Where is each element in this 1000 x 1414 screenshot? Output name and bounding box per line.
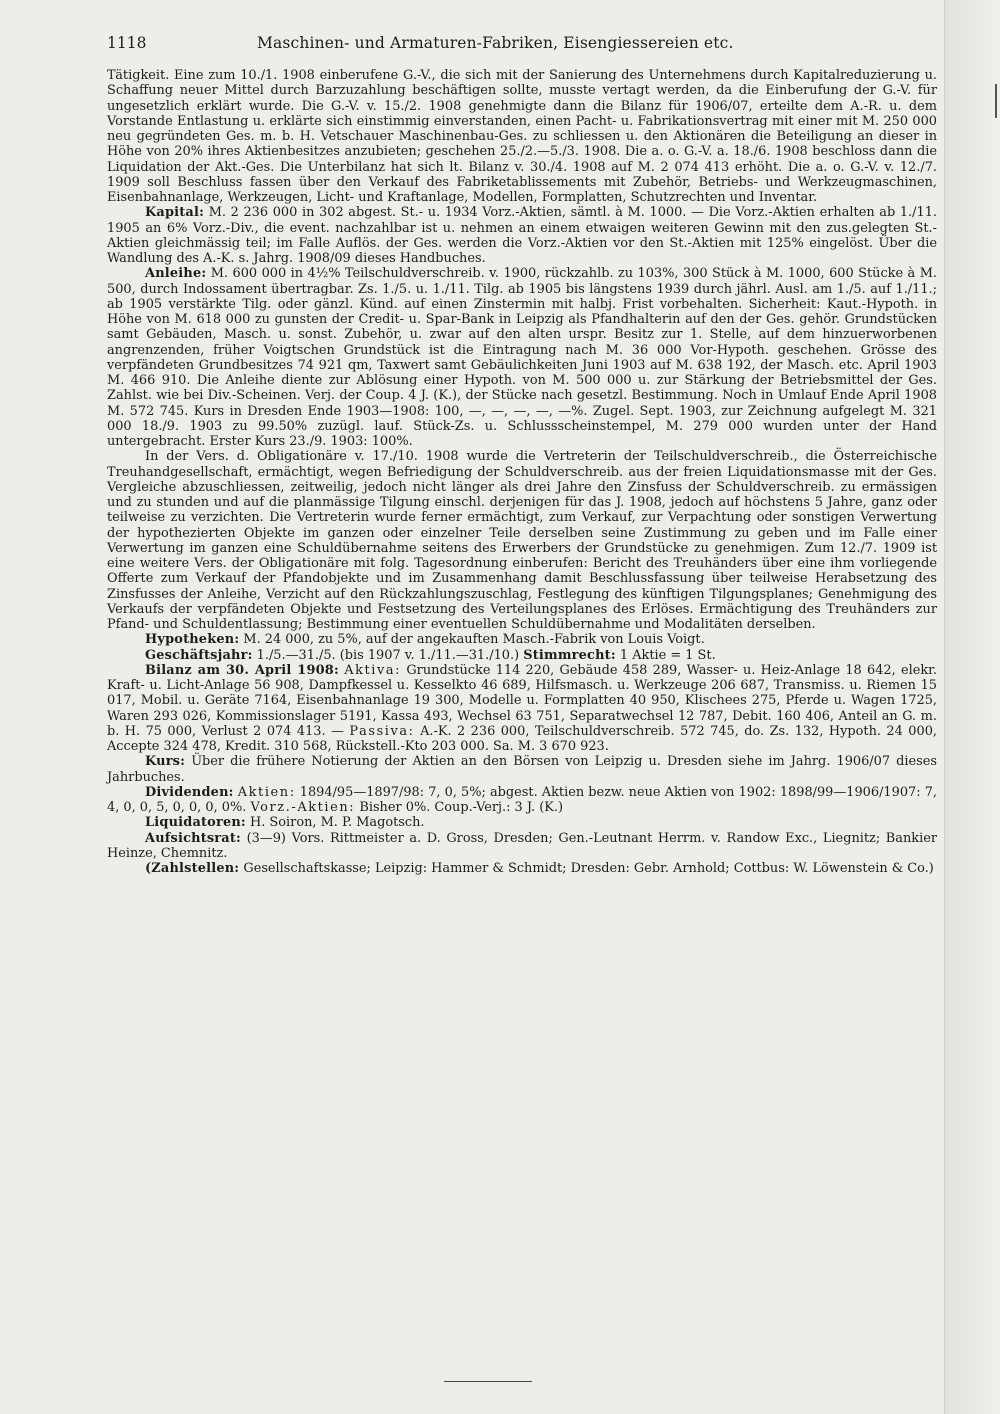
page-number: 1118 <box>107 34 147 52</box>
section-aufsichtsrat <box>107 831 937 862</box>
section-anleihe <box>107 266 937 449</box>
section-zahlstellen <box>107 861 937 876</box>
section-geschaeftsjahr <box>107 648 937 663</box>
label-kapital: Kapital: <box>145 205 205 221</box>
label-anleihe: Anleihe: <box>145 266 207 282</box>
label-stimmrecht: Stimmrecht: <box>523 647 616 663</box>
page-title: Maschinen- und Armaturen-Fabriken, Eisengiessereien etc. <box>257 34 734 52</box>
label-dividenden: Dividenden: <box>145 784 234 800</box>
text-div-vorz: Bisher 0%. Coup.-Verj.: 3 J. (K.) <box>359 800 563 815</box>
paragraph-obligationaere: In der Vers. d. Obligationäre v. 17./10. 1908 wurde die Vertreterin der Teilschuldverschreib., die Österreichische Treuhandgesellschaft, ermächtigt, wegen Befriedigung der Schuldverschreib. aus der freien Liquidationsmasse mit der Ges. Vergleiche abzuschliessen, zeitweilig, jedoch nicht länger als drei Jahre den Zinsfuss der Schuldverschreib. zu ermässigen und zu stunden und auf die planmässige Tilgung einschl. derjenigen für das J. 1908, jedoch auf höchstens 5 Jahre, ganz oder teilweise zu verzichten. Die Vertreterin wurde ferner ermächtigt, zum Verkauf, zur Verpachtung oder sonstigen Verwertung der hypothezierten Objekte im ganzen oder einzelner Teile derselben seine Zustimmung zu geben und im Falle einer Verwertung im ganzen eine Schuldübernahme seitens des Erwerbers der Grundstücke zu genehmigen. Zum 12./7. 1909 ist eine weitere Vers. der Obligationäre mit folg. Tagesordnung einberufen: Bericht des Treuhänders über eine ihm vorliegende Offerte zum Verkauf der Pfandobjekte und im Zusammenhang damit Beschlussfassung über teilweise Herabsetzung des Zinsfusses der Anleihe, Verzicht auf den Rückzahlungszuschlag, Festlegung des künftigen Tilgungsplanes; Genehmigung des Verkaufs der verpfändeten Objekte und Festsetzung des Verteilungsplanes des Erlöses. Ermächtigung des Treuhänders zur Pfand- und Schuldentlassung; Bestimmung einer eventuellen Schuldübernahme und Modalitäten derselben. <box>107 449 937 632</box>
paragraph-liquidation-history: Tätigkeit. Eine zum 10./1. 1908 einberufene G.-V., die sich mit der Sanierung des Unternehmens durch Kapitalreduzierung u. Schaffung neuer Mittel durch Barzuzahlung beschäftigen sollte, musste vertagt werden, da die Einberufung der G.-V. für ungesetzlich erklärt wurde. Die G.-V. v. 15./2. 1908 genehmigte dann die Bilanz für 1906/07, erteilte dem A.-R. u. dem Vorstande Entlastung u. erklärte sich einstimmig einverstanden, einen Pacht- u. Fabrikationsvertrag mit einer mit M. 250 000 neu gegründeten Ges. m. b. H. Vetschauer Maschinenbau-Ges. zu schliessen u. den Aktionären die Beteiligung an dieser in Höhe von 20% ihres Aktienbesitzes anzubieten; geschehen 25./2.—5./3. 1908. Die a. o. G.-V. a. 18./6. 1908 beschloss dann die Liquidation der Akt.-Ges. Die Unterbilanz hat sich lt. Bilanz v. 30./4. 1908 auf M. 2 074 413 erhöht. Die a. o. G.-V. v. 12./7. 1909 soll Beschluss fassen über den Verkauf des Fabriketablissements mit Zubehör, Betriebs- und Werkzeugmaschinen, Eisenbahnanlage, Werkzeugen, Licht- und Kraftanlage, Modellen, Formplatten, Schutzrechten und Inventar. <box>107 68 937 205</box>
label-hypotheken: Hypotheken: <box>145 632 240 648</box>
label-bilanz: Bilanz am 30. April 1908: <box>145 662 339 678</box>
label-liquidatoren: Liquidatoren: <box>145 815 246 831</box>
section-kurs <box>107 754 937 785</box>
page-body <box>107 68 937 876</box>
label-passiva: Passiva: <box>349 723 415 739</box>
text-kurs: Über die frühere Notierung der Aktien an den Börsen von Leipzig u. Dresden siehe im Jahrg. 1906/07 dieses Jahrbuches. <box>107 754 937 785</box>
section-bilanz <box>107 663 937 755</box>
text-geschaeftsjahr: 1./5.—31./5. (bis 1907 v. 1./11.—31./10.) <box>256 647 520 663</box>
label-div-vorz: Vorz.-Aktien: <box>250 800 356 815</box>
section-kapital <box>107 205 937 266</box>
running-head <box>107 34 897 56</box>
text-bilanz-aktiva: Grundstücke 114 220, Gebäude 458 289, Wasser- u. Heiz-Anlage 18 642, elekr. Kraft- u. Licht-Anlage 56 908, Dampfkessel u. Kesselkto 46 689, Hilfsmasch. u. Werkzeuge 206 687, Transmiss. u. Riemen 15 017, Mobil. u. Geräte 7164, Eisenbahnanlage 19 300, Modelle u. Formplatten 40 950, Klischees 275, Pferde u. Wagen 1725, Waren 293 026, Kommissionslager 5191, Kassa 493, Wechsel 63 751, Separatwechsel 12 787, Debit. 160 406, Anteil an G. m. b. H. 75 000, Verlust 2 074 413. — <box>107 662 937 739</box>
label-kurs: Kurs: <box>145 754 186 770</box>
end-rule <box>444 1381 532 1382</box>
text-stimmrecht: 1 Aktie = 1 St. <box>619 647 716 663</box>
edge-bracket-mark <box>995 84 997 118</box>
label-aufsichtsrat: Aufsichtsrat: <box>145 830 241 846</box>
text-zahlstellen: Gesellschaftskasse; Leipzig: Hammer & Schmidt; Dresden: Gebr. Arnhold; Cottbus: W. Löwenstein & Co.) <box>243 861 934 876</box>
label-div-aktien: Aktien: <box>237 784 296 800</box>
text-div-aktien: 1894/95—1897/98: 7, 0, 5%; abgest. Aktien bezw. neue Aktien von 1902: 1898/99—1906/1907: 7, 4, 0, 0, 5, 0, 0, 0, 0%. <box>107 784 937 815</box>
text-liquidatoren: H. Soiron, M. P. Magotsch. <box>250 815 425 831</box>
section-hypotheken <box>107 632 937 647</box>
text-hypotheken: M. 24 000, zu 5%, auf der angekauften Masch.-Fabrik von Louis Voigt. <box>243 632 705 648</box>
section-liquidatoren <box>107 815 937 830</box>
label-zahlstellen: (Zahlstellen: <box>145 861 240 876</box>
label-aktiva: Aktiva: <box>344 662 402 678</box>
label-geschaeftsjahr: Geschäftsjahr: <box>145 647 253 663</box>
text-anleihe: M. 600 000 in 4½% Teilschuldverschreib. v. 1900, rückzahlb. zu 103%, 300 Stück à M. 1000, 600 Stücke à M. 500, durch Indossament übertragbar. Zs. 1./5. u. 1./11. Tilg. ab 1905 bis längstens 1939 durch jährl. Ausl. am 1./5. auf 1./11.; ab 1905 verstärkte Tilg. oder gänzl. Künd. auf einen Zinstermin mit halbj. Frist vorbehalten. Sicherheit: Kaut.-Hypoth. in Höhe von M. 618 000 zu gunsten der Credit- u. Spar-Bank in Leipzig als Pfandhalterin auf den der Ges. gehör. Grundstücken samt Gebäuden, Masch. u. sonst. Zubehör, u. zwar auf den alten urspr. Besitz zur 1. Stelle, auf dem hinzuerworbenen angrenzenden, früher Voigtschen Grundstück ist die Eintragung nach M. 36 000 Vor-Hypoth. geschehen. Grösse des verpfändeten Grundbesitzes 74 921 qm, Taxwert samt Gebäulichkeiten Juni 1903 auf M. 638 192, der Masch. etc. April 1903 M. 466 910. Die Anleihe diente zur Ablösung einer Hypoth. von M. 500 000 u. zur Stärkung der Betriebsmittel der Ges. Zahlst. wie bei Div.-Scheinen. Verj. der Coup. 4 J. (K.), der Stücke nach gesetzl. Bestimmung. Noch in Umlauf Ende April 1908 M. 572 745. Kurs in Dresden Ende 1903—1908: 100, —, —, —, —, —%. Zugel. Sept. 1903, zur Zeichnung aufgelegt M. 321 000 18./9. 1903 zu 99.50% zuzügl. lauf. Stück-Zs. u. Schlussscheinstempel, M. 279 000 wurden unter der Hand untergebracht. Erster Kurs 23./9. 1903: 100%. <box>107 266 937 449</box>
text-kapital: M. 2 236 000 in 302 abgest. St.- u. 1934 Vorz.-Aktien, sämtl. à M. 1000. — Die Vorz.-Aktien erhalten ab 1./11. 1905 an 6% Vorz.-Div., die event. nachzahlbar ist u. nehmen an einem etwaigen weiteren Gewinn mit den zus.gelegten St.-Aktien gleichmässig teil; im Falle Auflös. der Ges. werden die Vorz.-Aktien vor den St.-Aktien mit 125% eingelöst. Über die Wandlung des A.-K. s. Jahrg. 1908/09 dieses Handbuches. <box>107 205 937 266</box>
section-dividenden <box>107 785 937 816</box>
facing-page-edge <box>944 0 1000 1414</box>
text-aufsichtsrat: (3—9) Vors. Rittmeister a. D. Gross, Dresden; Gen.-Leutnant Herrm. v. Randow Exc., Liegnitz; Bankier Heinze, Chemnitz. <box>107 830 937 861</box>
text-bilanz-passiva: A.-K. 2 236 000, Teilschuldverschreib. 572 745, do. Zs. 132, Hypoth. 24 000, Accepte 324 478, Kredit. 310 568, Rückstell.-Kto 203 000. Sa. M. 3 670 923. <box>107 723 937 754</box>
